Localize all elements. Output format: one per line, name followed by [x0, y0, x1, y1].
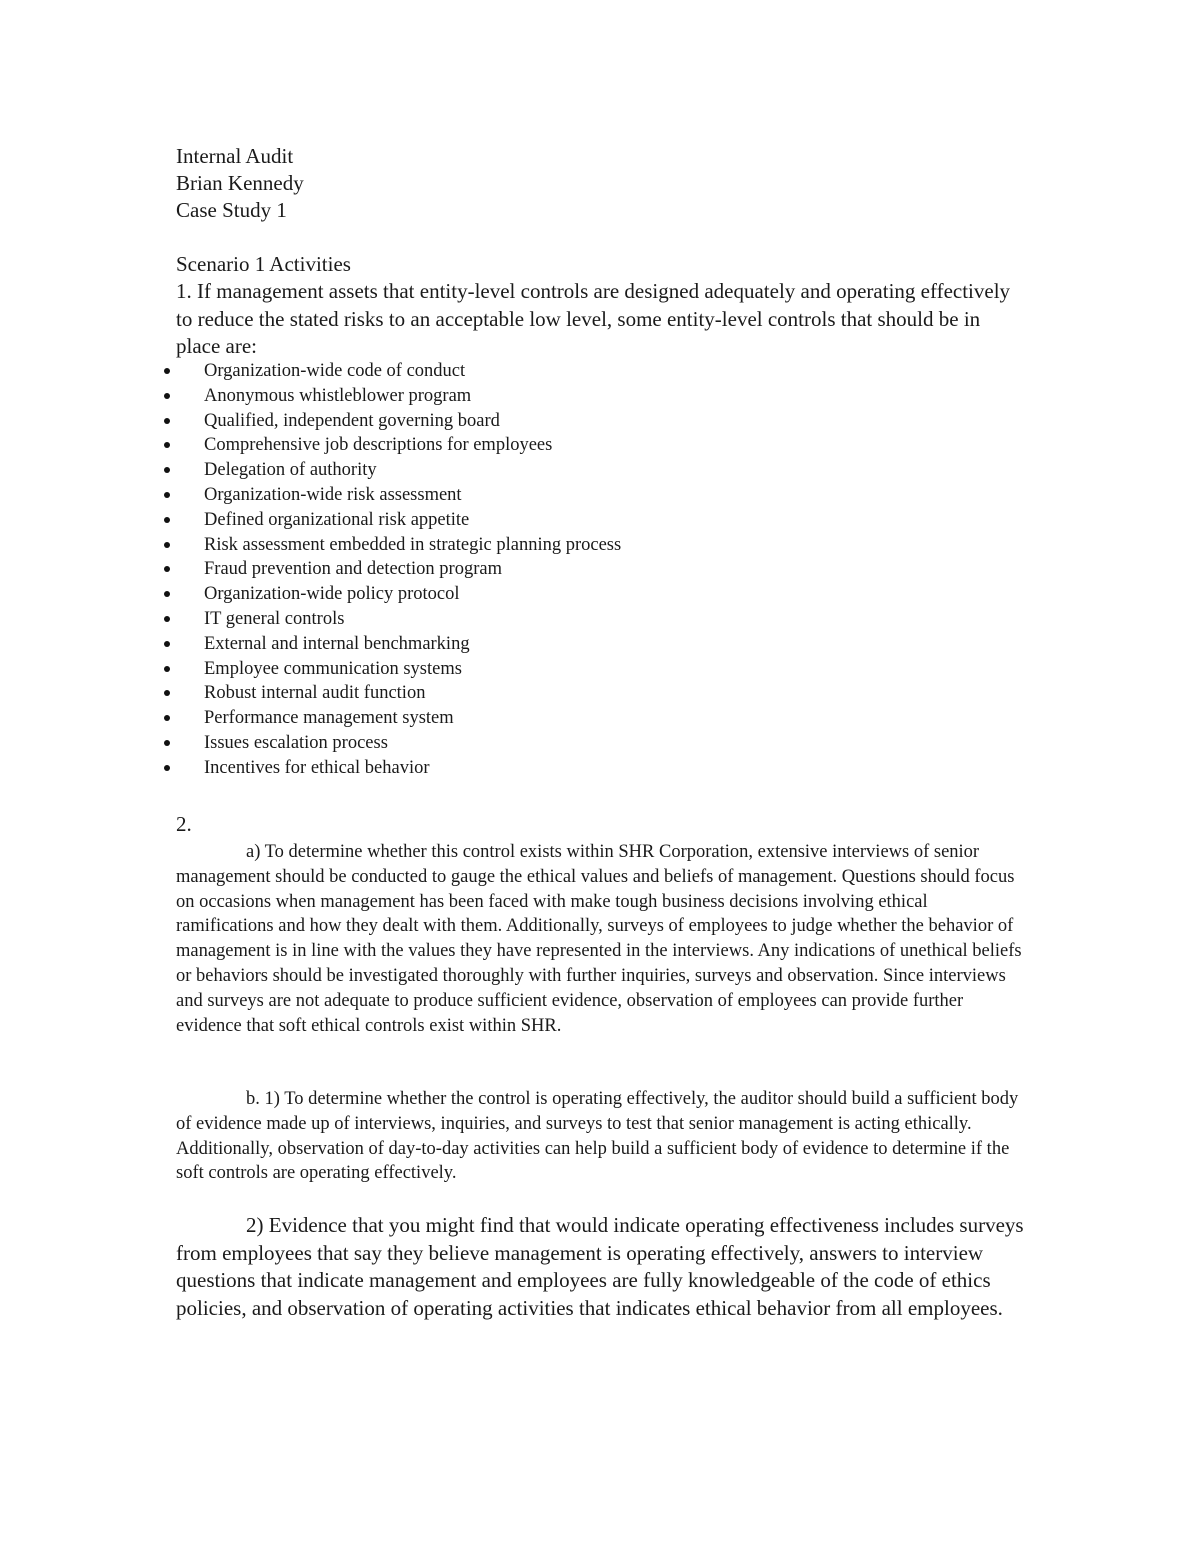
bullet-icon	[164, 542, 170, 548]
bullet-icon	[164, 566, 170, 572]
answer-2b-2: 2) Evidence that you might find that would indicate operating effectiveness includes surveys from employees that say they believe management is operating effectively, answers to interview questions that indicate management and employees are fully knowledgeable of the code of ethics policies, and observation of operating activities that indicates ethical behavior from all employees.	[176, 1213, 1024, 1320]
answer-2a: a) To determine whether this control exists within SHR Corporation, extensive interviews of senior management should be conducted to gauge the ethical values and beliefs of management. Questions should focus on occasions when management has been faced with make tough business decisions involving ethical ramifications and how they dealt with them. Additionally, surveys of employees to judge whether the behavior of management is in line with the values they have represented in the interviews. Any indications of unethical beliefs or behaviors should be investigated thoroughly with further inquiries, surveys and observation. Since interviews and surveys are not adequate to produce sufficient evidence, observation of employees can provide further evidence that soft ethical controls exist within SHR.	[176, 842, 1022, 1036]
list-item: Employee communication systems	[160, 657, 621, 682]
list-item: Organization-wide risk assessment	[160, 483, 621, 508]
list-item: IT general controls	[160, 607, 621, 632]
list-item: Delegation of authority	[160, 458, 621, 483]
bullet-icon	[164, 492, 170, 498]
list-item: External and internal benchmarking	[160, 632, 621, 657]
bullet-icon	[164, 740, 170, 746]
list-item: Incentives for ethical behavior	[160, 756, 621, 781]
bullet-icon	[164, 418, 170, 424]
scenario-title: Scenario 1 Activities	[176, 252, 351, 276]
bullet-icon	[164, 765, 170, 771]
bullet-icon	[164, 715, 170, 721]
bullet-icon	[164, 690, 170, 696]
bullet-icon	[164, 467, 170, 473]
question-1-intro: 1. If management assets that entity-level controls are designed adequately and operating effectively to reduce the stated risks to an acceptable low level, some entity-level controls that should be in place are:	[176, 279, 1011, 358]
entity-level-controls-list	[160, 359, 621, 781]
assignment-title: Case Study 1	[176, 198, 287, 222]
list-item: Organization-wide code of conduct	[160, 359, 621, 384]
list-item: Comprehensive job descriptions for employees	[160, 433, 621, 458]
list-item: Qualified, independent governing board	[160, 409, 621, 434]
list-item: Robust internal audit function	[160, 681, 621, 706]
author-name: Brian Kennedy	[176, 171, 304, 195]
list-item: Risk assessment embedded in strategic planning process	[160, 533, 621, 558]
list-item: Issues escalation process	[160, 731, 621, 756]
question-2-label: 2.	[176, 812, 192, 836]
bullet-icon	[164, 666, 170, 672]
list-item: Anonymous whistleblower program	[160, 384, 621, 409]
list-item: Organization-wide policy protocol	[160, 582, 621, 607]
bullet-icon	[164, 517, 170, 523]
bullet-icon	[164, 616, 170, 622]
list-item: Defined organizational risk appetite	[160, 508, 621, 533]
bullet-icon	[164, 368, 170, 374]
answer-2b-1: b. 1) To determine whether the control is operating effectively, the auditor should build a sufficient body of evidence made up of interviews, inquiries, and surveys to test that senior management is acting ethically. Additionally, observation of day-to-day activities can help build a sufficient body of evidence to determine if the soft controls are operating effectively.	[176, 1089, 1019, 1184]
bullet-icon	[164, 442, 170, 448]
list-item: Fraud prevention and detection program	[160, 557, 621, 582]
bullet-icon	[164, 591, 170, 597]
bullet-icon	[164, 641, 170, 647]
course-title: Internal Audit	[176, 144, 294, 168]
list-item: Performance management system	[160, 706, 621, 731]
bullet-icon	[164, 393, 170, 399]
